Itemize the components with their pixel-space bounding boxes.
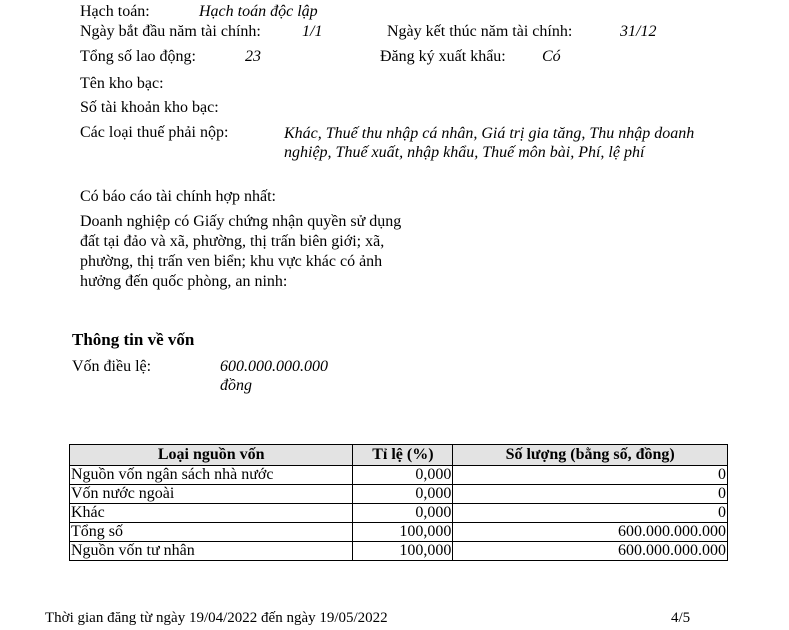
land-certificate-label: Doanh nghiệp có Giấy chứng nhận quyền sử dụng đất tại đảo và xã, phường, thị trấn biên giới; xã, phường, thị trấn ven biển; khu vực khác có ảnh hưởng đến quốc phòng, an ninh:: [80, 213, 402, 290]
cell-amount: 0: [453, 504, 728, 523]
header-capital-type: Loại nguồn vốn: [70, 445, 353, 466]
cell-capital-type: Khác: [70, 504, 353, 523]
cell-ratio: 100,000: [353, 542, 453, 561]
table-row: [70, 523, 728, 542]
fiscal-end-label: Ngày kết thúc năm tài chính:: [387, 23, 573, 40]
table-row: [70, 504, 728, 523]
capital-source-table: [69, 444, 728, 561]
cell-ratio: 0,000: [353, 485, 453, 504]
employees-label: Tổng số lao động:: [80, 48, 196, 65]
header-amount: Số lượng (bằng số, đồng): [453, 445, 728, 466]
charter-capital-label: Vốn điều lệ:: [72, 358, 152, 375]
fiscal-start-label: Ngày bắt đầu năm tài chính:: [80, 23, 261, 40]
table-row: [70, 542, 728, 561]
cell-ratio: 0,000: [353, 504, 453, 523]
table-header-row: [70, 445, 728, 466]
taxes-value: Khác, Thuế thu nhập cá nhân, Giá trị gia tăng, Thu nhập doanh nghiệp, Thuế xuất, nhập khẩu, Thuế môn bài, Phí, lệ phí: [284, 125, 695, 161]
table-row: [70, 485, 728, 504]
accounting-label: Hạch toán:: [80, 3, 150, 20]
employees-value: 23: [245, 48, 261, 65]
charter-capital-value: 600.000.000.000 đồng: [220, 358, 328, 394]
fiscal-start-value: 1/1: [302, 23, 323, 40]
fiscal-end-value: 31/12: [620, 23, 657, 40]
export-reg-value: Có: [542, 48, 561, 65]
export-reg-label: Đăng ký xuất khẩu:: [380, 48, 506, 65]
accounting-value: Hạch toán độc lập: [199, 3, 318, 20]
consolidated-report-label: Có báo cáo tài chính hợp nhất:: [80, 188, 276, 205]
taxes-label: Các loại thuế phải nộp:: [80, 124, 229, 141]
cell-amount: 600.000.000.000: [453, 523, 728, 542]
cell-amount: 600.000.000.000: [453, 542, 728, 561]
page-number: 4/5: [671, 610, 691, 626]
cell-capital-type: Vốn nước ngoài: [70, 485, 353, 504]
header-ratio: Tỉ lệ (%): [353, 445, 453, 466]
table-row: [70, 466, 728, 485]
treasury-account-label: Số tài khoản kho bạc:: [80, 99, 219, 116]
capital-heading: Thông tin về vốn: [72, 330, 195, 349]
cell-capital-type: Nguồn vốn ngân sách nhà nước: [70, 466, 353, 485]
registration-period: Thời gian đăng từ ngày 19/04/2022 đến ngày 19/05/2022: [45, 610, 388, 626]
cell-amount: 0: [453, 485, 728, 504]
cell-capital-type: Tổng số: [70, 523, 353, 542]
cell-ratio: 0,000: [353, 466, 453, 485]
treasury-name-label: Tên kho bạc:: [80, 75, 164, 92]
cell-ratio: 100,000: [353, 523, 453, 542]
cell-amount: 0: [453, 466, 728, 485]
cell-capital-type: Nguồn vốn tư nhân: [70, 542, 353, 561]
